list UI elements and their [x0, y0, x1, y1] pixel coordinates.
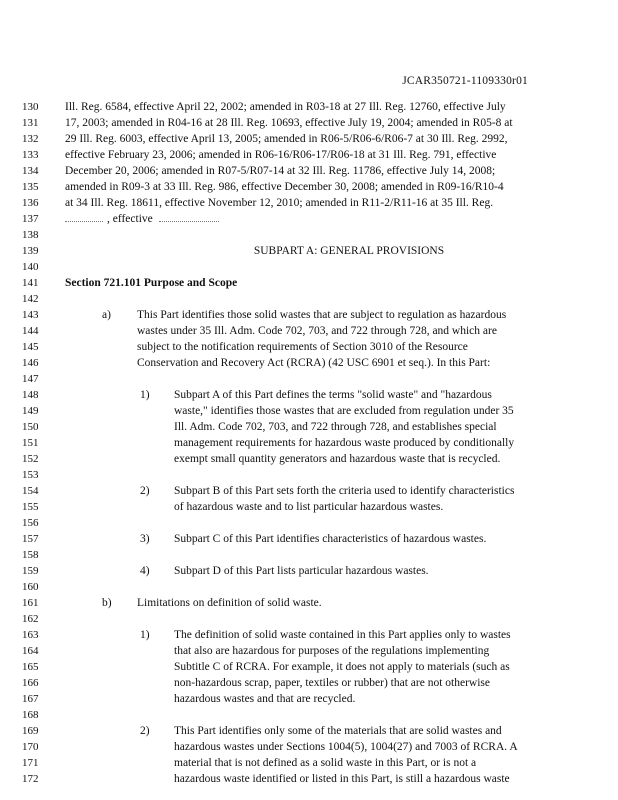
line-text-redacted [65, 211, 223, 227]
text-line [0, 387, 618, 403]
text-line [0, 499, 618, 515]
line-number: 138 [22, 229, 39, 241]
line-text: exempt small quantity generators and hazardous waste that is recycled. [174, 453, 501, 465]
text-line [0, 707, 618, 723]
line-number: 152 [22, 453, 39, 465]
line-number: 164 [22, 645, 39, 657]
line-number: 160 [22, 581, 39, 593]
text-line [0, 323, 618, 339]
subpart-heading: SUBPART A: GENERAL PROVISIONS [253, 245, 445, 257]
redacted-blank [159, 212, 219, 222]
line-number: 147 [22, 373, 39, 385]
line-text: Subpart A of this Part defines the terms "solid waste" and "hazardous [174, 389, 492, 401]
item-marker: 1) [140, 629, 150, 641]
line-text: This Part identifies only some of the materials that are solid wastes and [174, 725, 502, 737]
line-text: hazardous wastes and that are recycled. [174, 693, 356, 705]
text-line [0, 563, 618, 579]
line-text: amended in R09-3 at 33 Ill. Reg. 986, effective December 30, 2008; amended in R09-16/R10-4 [65, 181, 504, 193]
line-number: 155 [22, 501, 39, 513]
line-number: 158 [22, 549, 39, 561]
line-text: that also are hazardous for purposes of the regulations implementing [174, 645, 490, 657]
line-number: 145 [22, 341, 39, 353]
text-line [0, 227, 618, 243]
line-number: 143 [22, 309, 39, 321]
text-line [0, 659, 618, 675]
line-number: 135 [22, 181, 39, 193]
line-text: Limitations on definition of solid waste. [137, 597, 322, 609]
line-number: 171 [22, 757, 39, 769]
text-line [0, 483, 618, 499]
text-line [0, 675, 618, 691]
text-line [0, 595, 618, 611]
redacted-blank [65, 212, 103, 222]
line-number: 154 [22, 485, 39, 497]
text-line [0, 611, 618, 627]
line-text: 17, 2003; amended in R04-16 at 28 Ill. Reg. 10693, effective July 19, 2004; amended in R05-8 at [65, 117, 513, 129]
text-line [0, 243, 618, 259]
line-number: 151 [22, 437, 39, 449]
line-text: effective February 23, 2006; amended in R06-16/R06-17/R06-18 at 31 Ill. Reg. 791, effective [65, 149, 497, 161]
text-line [0, 371, 618, 387]
text-line [0, 307, 618, 323]
line-text: This Part identifies those solid wastes that are subject to regulation as hazardous [137, 309, 507, 321]
text-line [0, 723, 618, 739]
text-line [0, 291, 618, 307]
text-line [0, 643, 618, 659]
text-line [0, 147, 618, 163]
line-text: waste," identifies those wastes that are excluded from regulation under 35 [174, 405, 514, 417]
line-number: 167 [22, 693, 39, 705]
text-line [0, 579, 618, 595]
text-line [0, 163, 618, 179]
text-line [0, 131, 618, 147]
text-line [0, 419, 618, 435]
line-number: 132 [22, 133, 39, 145]
line-text: , effective [107, 213, 153, 225]
item-marker: a) [102, 309, 111, 321]
line-number: 131 [22, 117, 39, 129]
text-line [0, 275, 618, 291]
line-text: 29 Ill. Reg. 6003, effective April 13, 2005; amended in R06-5/R06-6/R06-7 at 30 Ill. Reg. 2992, [65, 133, 508, 145]
line-text: The definition of solid waste contained in this Part applies only to wastes [174, 629, 511, 641]
text-line [0, 691, 618, 707]
line-number: 136 [22, 197, 39, 209]
item-marker: 1) [140, 389, 150, 401]
line-number: 159 [22, 565, 39, 577]
line-number: 170 [22, 741, 39, 753]
document-id: JCAR350721-1109330r01 [402, 75, 528, 87]
text-line [0, 467, 618, 483]
text-line [0, 771, 618, 787]
line-text: December 20, 2006; amended in R07-5/R07-14 at 32 Ill. Reg. 11786, effective July 14, 2008; [65, 165, 496, 177]
line-text: subject to the notification requirements of Section 3010 of the Resource [137, 341, 468, 353]
line-number: 172 [22, 773, 39, 785]
item-marker: 2) [140, 485, 150, 497]
line-number: 141 [22, 277, 39, 289]
line-text: at 34 Ill. Reg. 18611, effective November 12, 2010; amended in R11-2/R11-16 at 35 Ill. Reg. [65, 197, 494, 209]
line-number: 148 [22, 389, 39, 401]
line-number: 161 [22, 597, 39, 609]
text-line [0, 515, 618, 531]
text-line [0, 755, 618, 771]
text-line [0, 547, 618, 563]
item-marker: 3) [140, 533, 150, 545]
line-number: 142 [22, 293, 39, 305]
line-number: 169 [22, 725, 39, 737]
text-line [0, 403, 618, 419]
text-line [0, 739, 618, 755]
text-line [0, 115, 618, 131]
line-number: 156 [22, 517, 39, 529]
text-line [0, 259, 618, 275]
line-number: 166 [22, 677, 39, 689]
line-number: 144 [22, 325, 39, 337]
line-text: hazardous wastes under Sections 1004(5), 1004(27) and 7003 of RCRA. A [174, 741, 518, 753]
line-text: Ill. Adm. Code 702, 703, and 722 through 728, and establishes special [174, 421, 497, 433]
item-marker: 2) [140, 725, 150, 737]
line-number: 163 [22, 629, 39, 641]
text-line [0, 179, 618, 195]
line-number: 137 [22, 213, 39, 225]
line-text: Subpart D of this Part lists particular hazardous wastes. [174, 565, 429, 577]
line-number: 139 [22, 245, 39, 257]
line-text: Ill. Reg. 6584, effective April 22, 2002; amended in R03-18 at 27 Ill. Reg. 12760, effective July [65, 101, 506, 113]
line-text: Conservation and Recovery Act (RCRA) (42 USC 6901 et seq.). In this Part: [137, 357, 491, 369]
line-number: 130 [22, 101, 39, 113]
text-line [0, 355, 618, 371]
item-marker: b) [102, 597, 112, 609]
line-text: Subpart B of this Part sets forth the criteria used to identify characteristics [174, 485, 515, 497]
text-line [0, 531, 618, 547]
line-text: Subtitle C of RCRA. For example, it does not apply to materials (such as [174, 661, 510, 673]
line-text: of hazardous waste and to list particular hazardous wastes. [174, 501, 444, 513]
text-line [0, 195, 618, 211]
line-number: 157 [22, 533, 39, 545]
line-text: wastes under 35 Ill. Adm. Code 702, 703, and 722 through 728, and which are [137, 325, 497, 337]
text-line [0, 451, 618, 467]
line-number: 168 [22, 709, 39, 721]
line-number: 149 [22, 405, 39, 417]
line-text: hazardous waste identified or listed in this Part, is still a hazardous waste [174, 773, 510, 785]
line-number: 150 [22, 421, 39, 433]
line-number: 140 [22, 261, 39, 273]
line-number: 153 [22, 469, 39, 481]
line-text: management requirements for hazardous waste produced by conditionally [174, 437, 515, 449]
text-line [0, 627, 618, 643]
line-number: 162 [22, 613, 39, 625]
line-number: 146 [22, 357, 39, 369]
section-heading: Section 721.101 Purpose and Scope [65, 277, 238, 289]
text-line [0, 435, 618, 451]
line-number: 134 [22, 165, 39, 177]
line-text: non-hazardous scrap, paper, textiles or rubber) that are not otherwise [174, 677, 490, 689]
text-line [0, 339, 618, 355]
line-number: 133 [22, 149, 39, 161]
item-marker: 4) [140, 565, 150, 577]
line-number: 165 [22, 661, 39, 673]
line-text: material that is not defined as a solid waste in this Part, or is not a [174, 757, 477, 769]
text-line [0, 211, 618, 227]
text-line [0, 99, 618, 115]
line-text: Subpart C of this Part identifies characteristics of hazardous wastes. [174, 533, 487, 545]
